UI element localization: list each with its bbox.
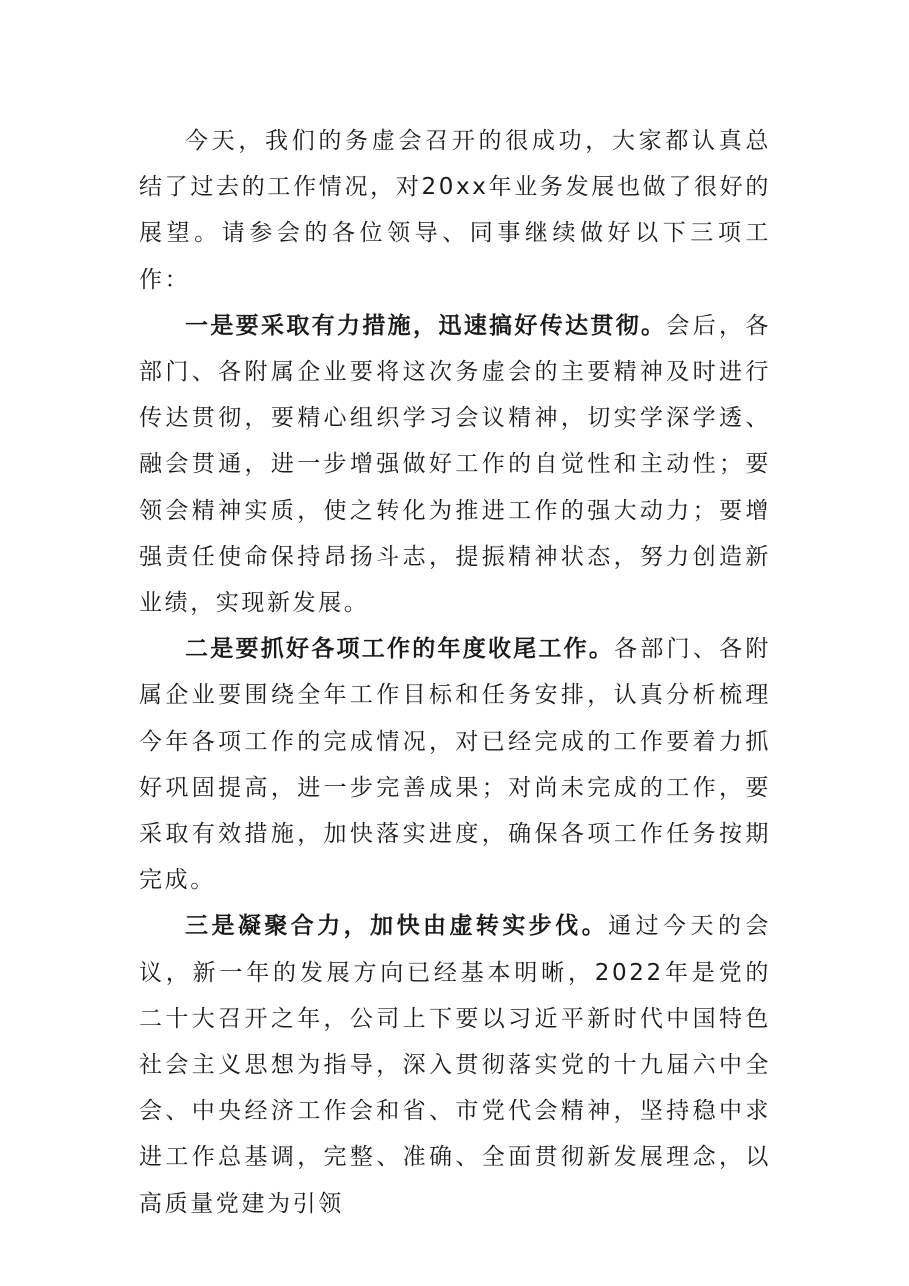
paragraph-point-2 — [139, 626, 771, 903]
paragraph-point-3 — [139, 903, 771, 1226]
paragraph-lead: 二是要抓好各项工作的年度收尾工作。 — [185, 636, 615, 663]
paragraph-intro — [139, 118, 771, 303]
paragraph-body: 会后，各部门、各附属企业要将这次务虚会的主要精神及时进行传达贯彻，要精心组织学习会议精神，切实学深学透、融会贯通，进一步增强做好工作的自觉性和主动性；要领会精神实质，使之转化为推进工作的强大动力；要增强责任使命保持昂扬斗志，提振精神状态，努力创造新业绩，实现新发展。 — [139, 312, 771, 617]
paragraph-lead: 一是要采取有力措施，迅速搞好传达贯彻。 — [185, 312, 667, 339]
paragraph-lead: 三是凝聚合力，加快由虚转实步伐。 — [185, 913, 609, 940]
paragraph-body: 今天，我们的务虚会召开的很成功，大家都认真总结了过去的工作情况，对20xx年业务发展也做了很好的展望。请参会的各位领导、同事继续做好以下三项工作： — [139, 128, 771, 293]
paragraph-point-1 — [139, 303, 771, 626]
paragraph-body: 通过今天的会议，新一年的发展方向已经基本明晰，2022年是党的二十大召开之年，公司上下要以习近平新时代中国特色社会主义思想为指导，深入贯彻落实党的十九届六中全会、中央经济工作会和省、市党代会精神，坚持稳中求进工作总基调，完整、准确、全面贯彻新发展理念，以高质量党建为引领 — [139, 913, 771, 1217]
document-page — [139, 118, 771, 1227]
paragraph-body: 各部门、各附属企业要围绕全年工作目标和任务安排，认真分析梳理今年各项工作的完成情况，对已经完成的工作要着力抓好巩固提高，进一步完善成果；对尚未完成的工作，要采取有效措施，加快落实进度，确保各项工作任务按期完成。 — [139, 636, 771, 894]
